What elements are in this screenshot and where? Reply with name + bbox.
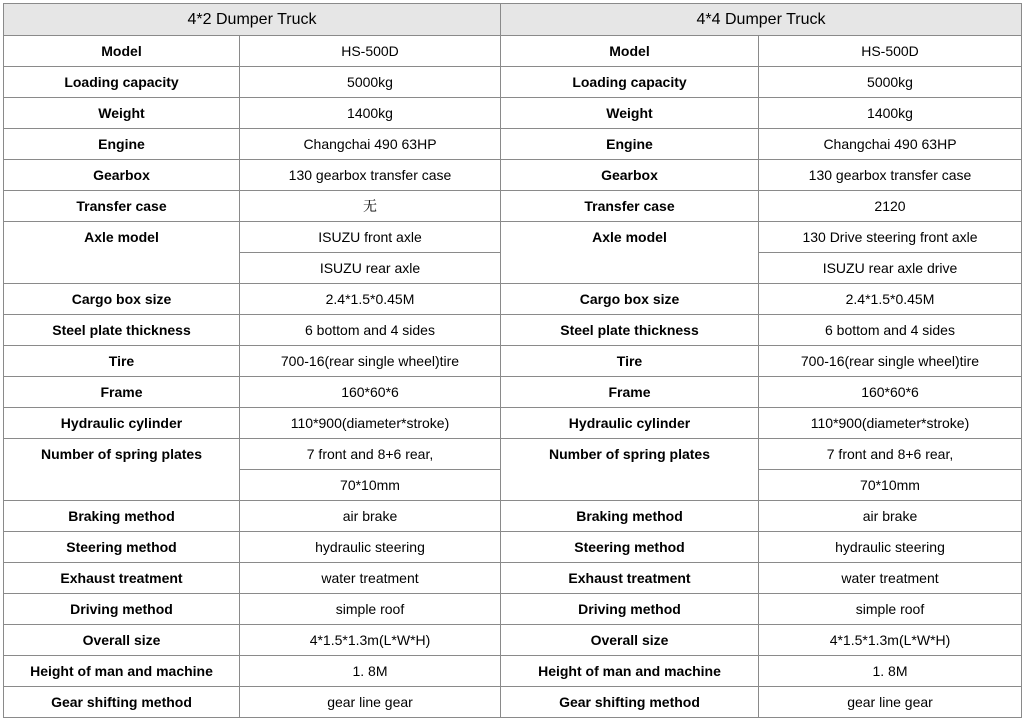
table-row [4, 439, 1022, 470]
spec-label: Braking method [4, 501, 240, 532]
spec-label: Driving method [4, 594, 240, 625]
spec-value: 700-16(rear single wheel)tire [759, 346, 1022, 377]
spec-label: Transfer case [501, 191, 759, 222]
table-row [4, 36, 1022, 67]
table-row [4, 222, 1022, 253]
spec-label: Braking method [501, 501, 759, 532]
spec-value: 1400kg [759, 98, 1022, 129]
table-row [4, 98, 1022, 129]
header-row [4, 4, 1022, 36]
spec-value: ISUZU rear axle [240, 253, 501, 284]
spec-label: Axle model [501, 222, 759, 284]
spec-value: 700-16(rear single wheel)tire [240, 346, 501, 377]
header-4x4: 4*4 Dumper Truck [501, 4, 1022, 36]
table-row [4, 377, 1022, 408]
spec-label: Exhaust treatment [501, 563, 759, 594]
spec-label: Cargo box size [4, 284, 240, 315]
spec-label: Transfer case [4, 191, 240, 222]
spec-label: Steel plate thickness [4, 315, 240, 346]
spec-label: Model [4, 36, 240, 67]
spec-label: Height of man and machine [4, 656, 240, 687]
table-row [4, 346, 1022, 377]
spec-label: Steering method [501, 532, 759, 563]
table-row [4, 656, 1022, 687]
table-row [4, 315, 1022, 346]
spec-value: 2.4*1.5*0.45M [759, 284, 1022, 315]
spec-value: gear line gear [240, 687, 501, 718]
spec-label: Engine [501, 129, 759, 160]
spec-value: 6 bottom and 4 sides [240, 315, 501, 346]
spec-label: Loading capacity [501, 67, 759, 98]
table-row [4, 408, 1022, 439]
spec-label: Number of spring plates [501, 439, 759, 501]
spec-label: Height of man and machine [501, 656, 759, 687]
spec-label: Steel plate thickness [501, 315, 759, 346]
spec-label: Overall size [501, 625, 759, 656]
spec-value: 5000kg [759, 67, 1022, 98]
spec-label: Weight [501, 98, 759, 129]
spec-value: 1400kg [240, 98, 501, 129]
spec-value: simple roof [759, 594, 1022, 625]
spec-label: Steering method [4, 532, 240, 563]
spec-value: 160*60*6 [759, 377, 1022, 408]
spec-value: 7 front and 8+6 rear, [240, 439, 501, 470]
table-row [4, 67, 1022, 98]
spec-value: 70*10mm [759, 470, 1022, 501]
spec-value: air brake [240, 501, 501, 532]
spec-value: ISUZU rear axle drive [759, 253, 1022, 284]
spec-value: 5000kg [240, 67, 501, 98]
spec-label: Engine [4, 129, 240, 160]
spec-value: 2.4*1.5*0.45M [240, 284, 501, 315]
spec-table [3, 3, 1022, 718]
table-row [4, 501, 1022, 532]
spec-value: simple roof [240, 594, 501, 625]
spec-label: Hydraulic cylinder [4, 408, 240, 439]
spec-label: Gearbox [501, 160, 759, 191]
table-row [4, 563, 1022, 594]
spec-value: air brake [759, 501, 1022, 532]
spec-value: 110*900(diameter*stroke) [240, 408, 501, 439]
table-row [4, 532, 1022, 563]
table-row [4, 687, 1022, 718]
header-4x2: 4*2 Dumper Truck [4, 4, 501, 36]
spec-value: 1. 8M [759, 656, 1022, 687]
spec-value: 2120 [759, 191, 1022, 222]
spec-label: Cargo box size [501, 284, 759, 315]
spec-value: 130 Drive steering front axle [759, 222, 1022, 253]
spec-body [4, 36, 1022, 718]
table-row [4, 160, 1022, 191]
spec-label: Loading capacity [4, 67, 240, 98]
spec-label: Weight [4, 98, 240, 129]
spec-label: Model [501, 36, 759, 67]
spec-value: gear line gear [759, 687, 1022, 718]
spec-label: Axle model [4, 222, 240, 284]
spec-label: Hydraulic cylinder [501, 408, 759, 439]
spec-value: 6 bottom and 4 sides [759, 315, 1022, 346]
spec-label: Tire [501, 346, 759, 377]
spec-label: Gearbox [4, 160, 240, 191]
table-row [4, 625, 1022, 656]
spec-value: ISUZU front axle [240, 222, 501, 253]
spec-value: 无 [240, 191, 501, 222]
spec-value: 70*10mm [240, 470, 501, 501]
spec-label: Frame [4, 377, 240, 408]
spec-label: Gear shifting method [4, 687, 240, 718]
spec-label: Driving method [501, 594, 759, 625]
spec-value: hydraulic steering [759, 532, 1022, 563]
spec-label: Exhaust treatment [4, 563, 240, 594]
spec-value: 4*1.5*1.3m(L*W*H) [240, 625, 501, 656]
spec-label: Number of spring plates [4, 439, 240, 501]
table-row [4, 594, 1022, 625]
spec-label: Tire [4, 346, 240, 377]
spec-value: water treatment [240, 563, 501, 594]
spec-value: water treatment [759, 563, 1022, 594]
spec-value: 4*1.5*1.3m(L*W*H) [759, 625, 1022, 656]
spec-value: 130 gearbox transfer case [240, 160, 501, 191]
spec-value: 130 gearbox transfer case [759, 160, 1022, 191]
spec-value: Changchai 490 63HP [240, 129, 501, 160]
table-row [4, 129, 1022, 160]
spec-value: HS-500D [240, 36, 501, 67]
spec-label: Overall size [4, 625, 240, 656]
spec-value: 160*60*6 [240, 377, 501, 408]
spec-value: 110*900(diameter*stroke) [759, 408, 1022, 439]
spec-label: Frame [501, 377, 759, 408]
spec-label: Gear shifting method [501, 687, 759, 718]
table-row [4, 191, 1022, 222]
spec-value: hydraulic steering [240, 532, 501, 563]
spec-value: 1. 8M [240, 656, 501, 687]
table-row [4, 284, 1022, 315]
spec-value: Changchai 490 63HP [759, 129, 1022, 160]
spec-value: HS-500D [759, 36, 1022, 67]
spec-value: 7 front and 8+6 rear, [759, 439, 1022, 470]
